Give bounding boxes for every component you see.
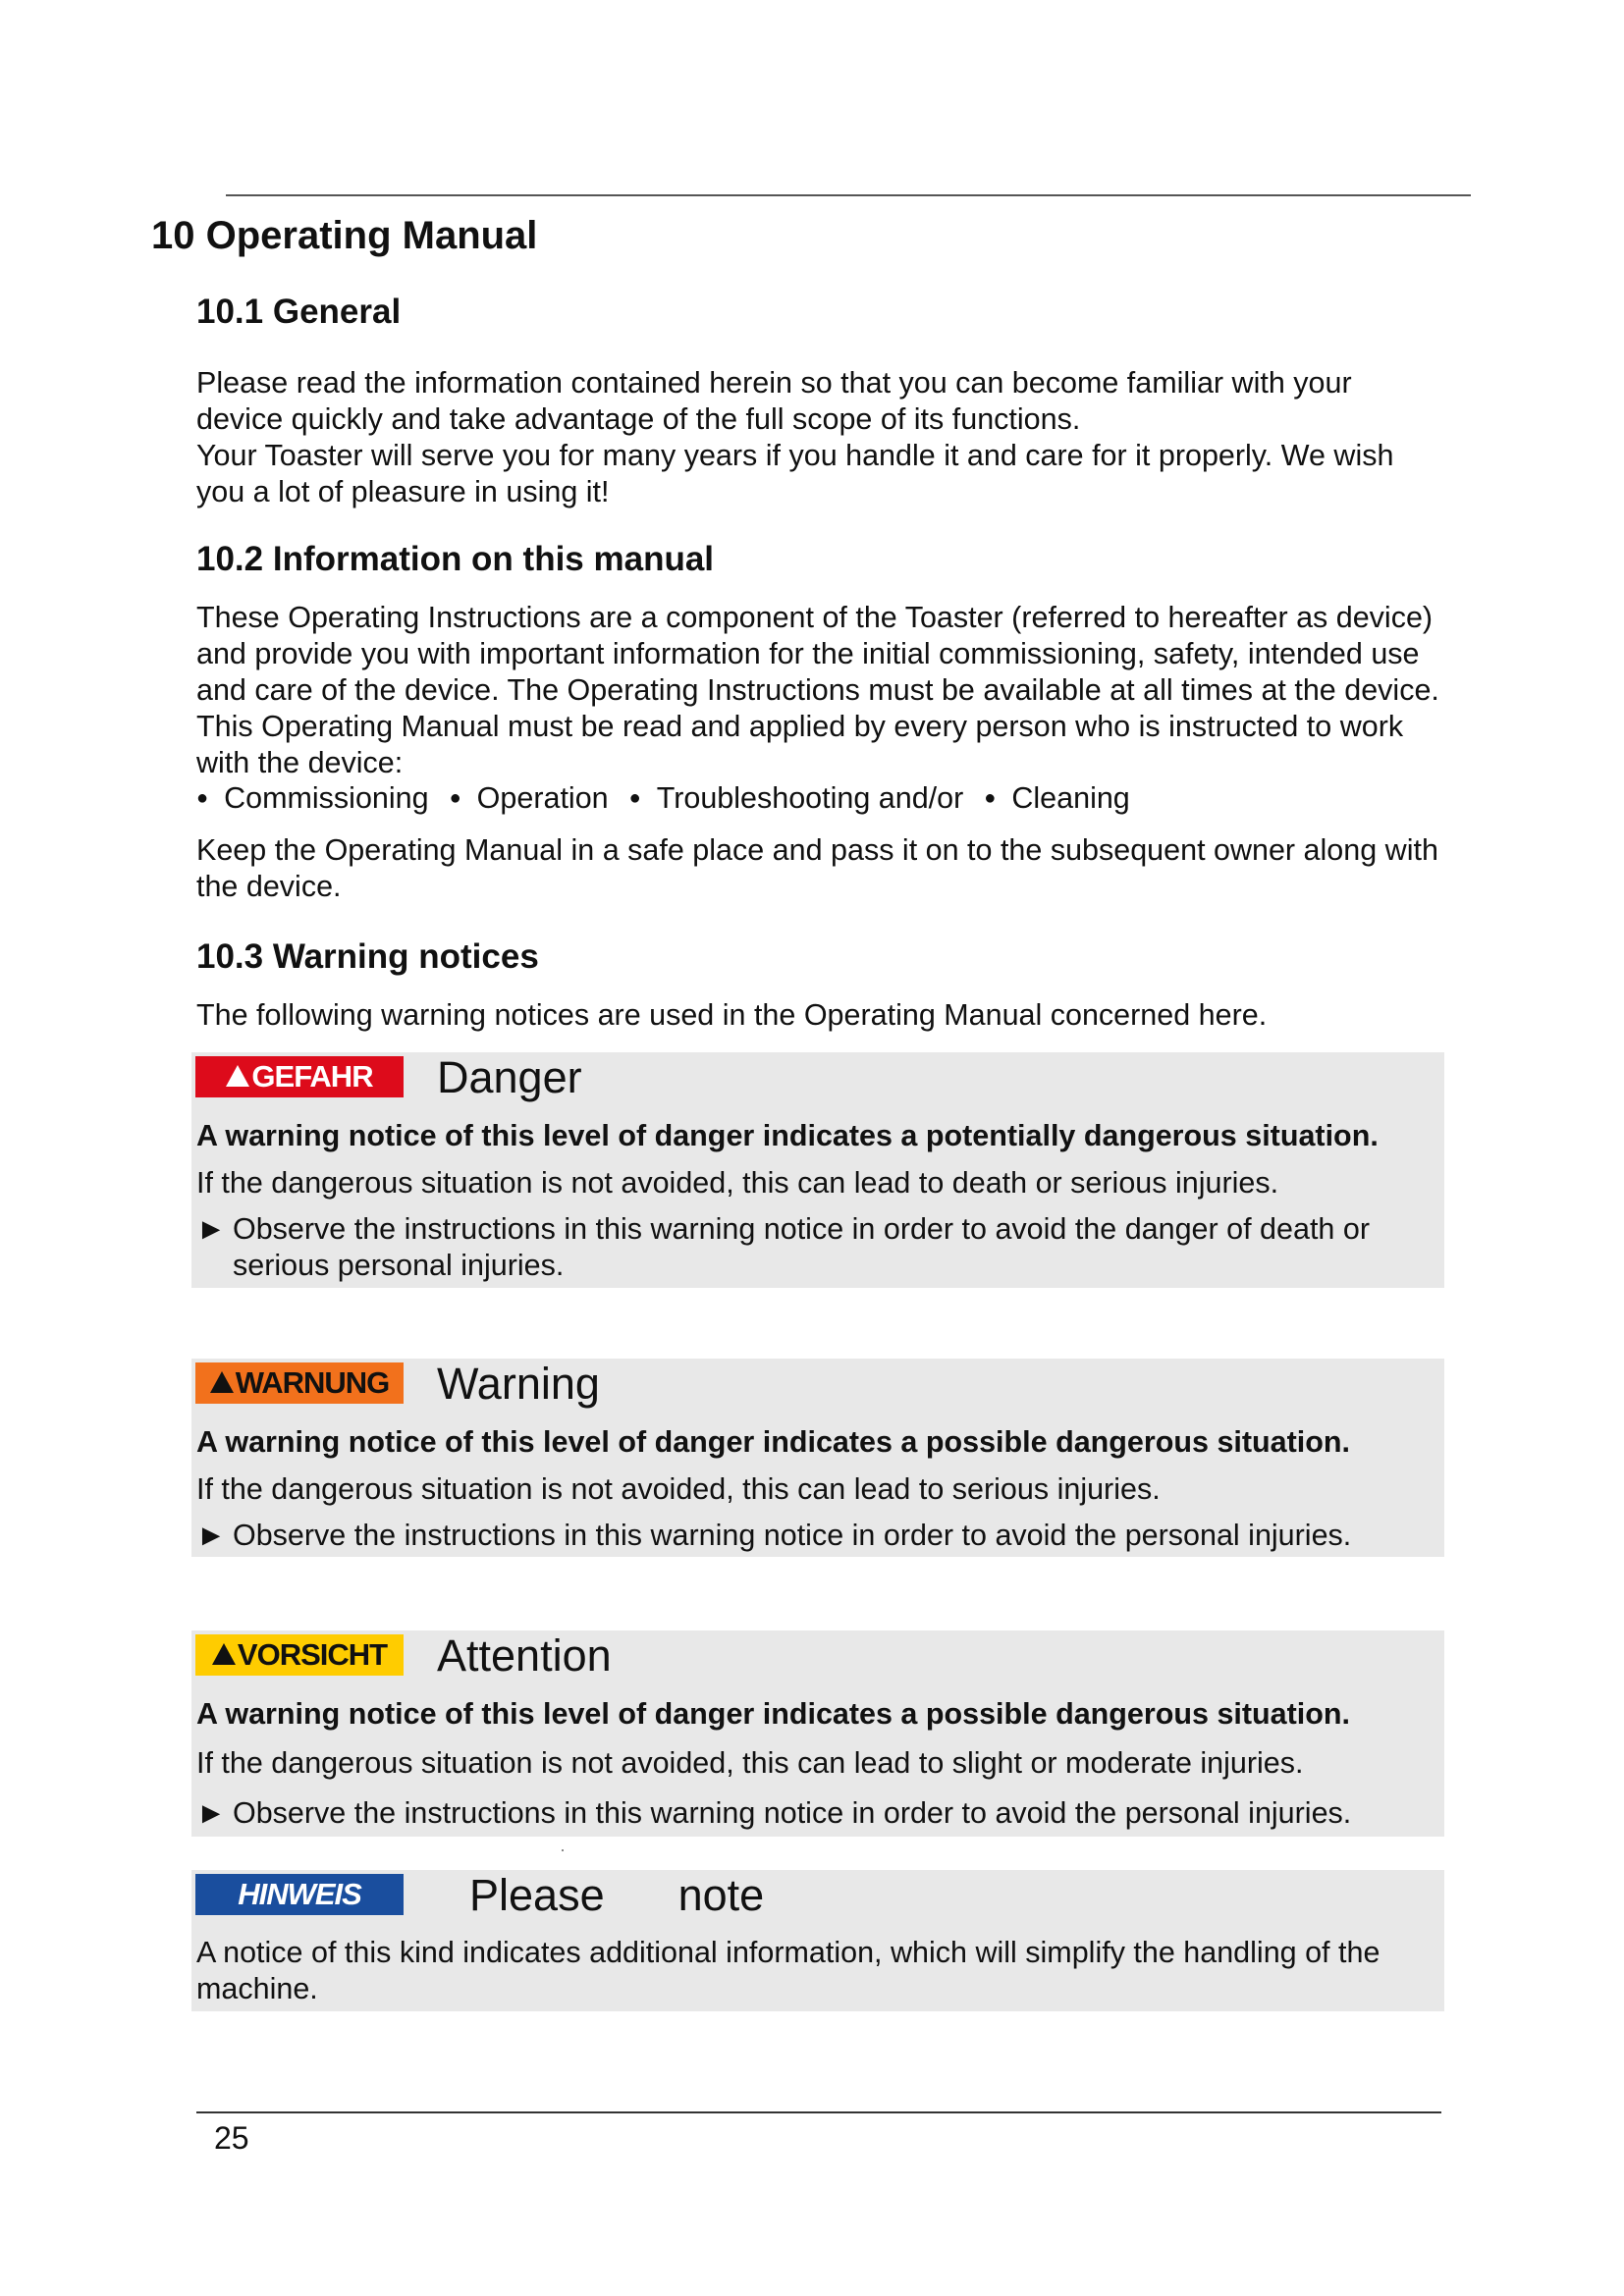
warning-triangle-icon [226, 1065, 249, 1087]
page-number: 25 [214, 2120, 249, 2156]
danger-notice [191, 1052, 1444, 1288]
danger-text: If the dangerous situation is not avoided, this can lead to death or serious injuries. [196, 1166, 1279, 1200]
attention-title: Attention [437, 1630, 612, 1681]
attention-badge [195, 1634, 404, 1676]
warning-triangle-icon [210, 1371, 234, 1393]
note-notice [191, 1870, 1444, 2011]
chapter-title: 10 Operating Manual [151, 214, 538, 257]
arrow-right-icon: ► [196, 1212, 227, 1246]
warning-badge-label: WARNUNG [235, 1365, 390, 1400]
bullet-item: ● Troubleshooting and/or [629, 781, 964, 816]
warning-text: If the dangerous situation is not avoided, this can lead to serious injuries. [196, 1472, 1161, 1506]
bullet-item: ● Cleaning [984, 781, 1130, 816]
information-paragraph-2: Keep the Operating Manual in a safe place and pass it on to the subsequent owner along with the device. [196, 833, 1438, 903]
danger-instruction [196, 1211, 1434, 1284]
attention-bold-text: A warning notice of this level of danger indicates a possible dangerous situation. [196, 1697, 1351, 1731]
bullet-item: ● Commissioning [196, 781, 429, 816]
danger-bold-text: A warning notice of this level of danger indicates a potentially dangerous situation. [196, 1119, 1379, 1152]
warning-bold-text: A warning notice of this level of danger indicates a possible dangerous situation. [196, 1425, 1351, 1459]
warnings-intro: The following warning notices are used in the Operating Manual concerned here. [196, 998, 1268, 1032]
header-rule [226, 194, 1471, 196]
general-paragraph-1: Please read the information contained herein so that you can become familiar with your device quickly and take advantage of the full scope of its functions. [196, 366, 1352, 436]
attention-badge-label: VORSICHT [237, 1637, 388, 1672]
attention-instruction-text: Observe the instructions in this warning notice in order to avoid the personal injuries. [233, 1796, 1352, 1830]
danger-badge [195, 1056, 404, 1097]
note-title: Please note [469, 1870, 765, 1920]
general-paragraph-2: Your Toaster will serve you for many years if you handle it and care for it properly. We wish you a lot of pleasure in using it! [196, 439, 1394, 508]
section-heading-warnings: 10.3 Warning notices [196, 937, 539, 976]
warning-title: Warning [437, 1359, 600, 1409]
bullet-list [196, 781, 1151, 816]
danger-badge-label: GEFAHR [251, 1059, 373, 1094]
attention-instruction [196, 1795, 1434, 1832]
warning-instruction-text: Observe the instructions in this warning notice in order to avoid the personal injuries. [233, 1519, 1352, 1552]
stray-dot [562, 1849, 564, 1851]
note-badge [195, 1874, 404, 1915]
footer-rule [196, 2111, 1441, 2113]
bullet-item: ● Operation [450, 781, 609, 816]
danger-title: Danger [437, 1052, 582, 1102]
warning-triangle-icon [212, 1643, 236, 1665]
warning-notice [191, 1359, 1444, 1557]
note-badge-label: HINWEIS [238, 1877, 361, 1911]
danger-instruction-text: Observe the instructions in this warning notice in order to avoid the danger of death or serious personal injuries. [233, 1212, 1370, 1282]
arrow-right-icon: ► [196, 1796, 227, 1830]
warning-badge [195, 1362, 404, 1404]
information-paragraph: These Operating Instructions are a component of the Toaster (referred to hereafter as device) and provide you with important information for the initial commissioning, safety, intended use and care of the device. The Operating Instructions must be available at all times at the device. This Operating Manual must be read and applied by every person who is instructed to work with the device: [196, 601, 1439, 779]
attention-text: If the dangerous situation is not avoided, this can lead to slight or moderate injuries. [196, 1746, 1304, 1780]
section-heading-information: 10.2 Information on this manual [196, 540, 715, 578]
attention-notice [191, 1630, 1444, 1837]
note-text: A notice of this kind indicates additional information, which will simplify the handling of the machine. [196, 1936, 1380, 2005]
section-heading-general: 10.1 General [196, 293, 402, 331]
warning-instruction [196, 1518, 1434, 1554]
arrow-right-icon: ► [196, 1519, 227, 1552]
